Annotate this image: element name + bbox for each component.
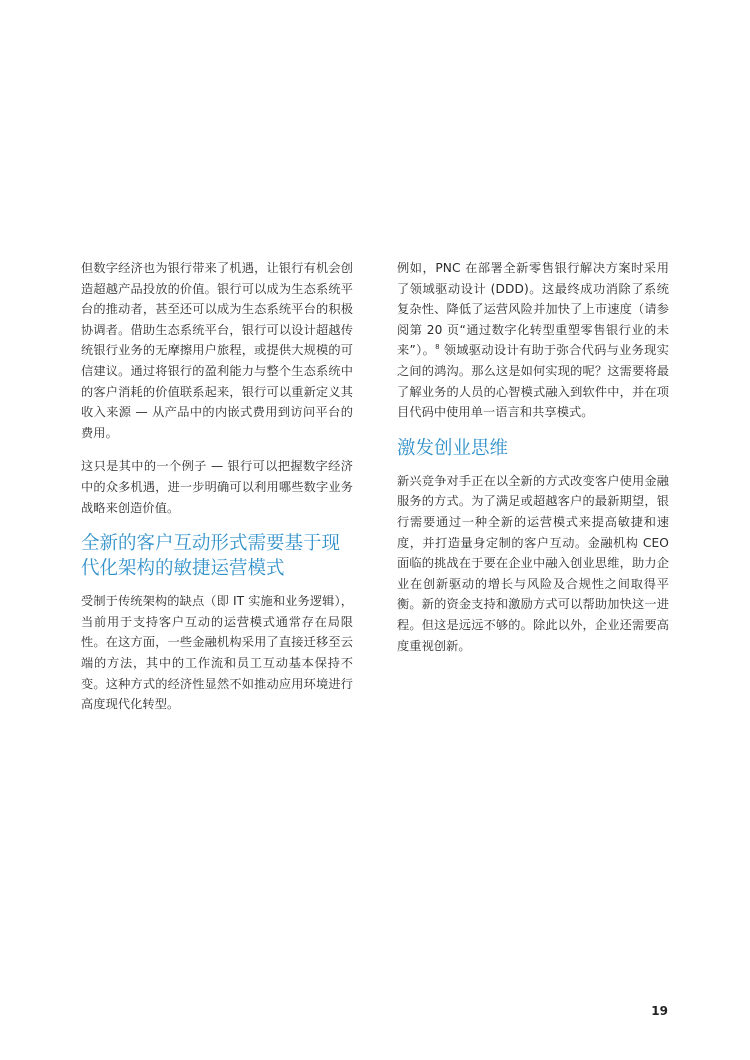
body-paragraph: 但数字经济也为银行带来了机遇，让银行有机会创造超越产品投放的价值。银行可以成为生态系统平台的推动者，甚至还可以成为生态系统平台的积极协调者。借助生态系统平台，银行可以设计超越传统银行业务的无摩擦用户旅程，或提供大规模的可信建议。通过将银行的盈利能力与整个生态系统中的客户消耗的价值联系起来，银行可以重新定义其收入来源 — 从产品中的内嵌式费用到访问平台的费用。 bbox=[81, 261, 353, 440]
section-heading: 激发创业思维 bbox=[397, 437, 509, 459]
left-column bbox=[81, 258, 353, 728]
right-column bbox=[397, 258, 669, 669]
section-heading: 全新的客户互动形式需要基于现代化架构的敏捷运营模式 bbox=[81, 533, 341, 580]
body-paragraph: 这只是其中的一个例子 — 银行可以把握数字经济中的众多机遇，进一步明确可以利用哪些数字业务战略来创造价值。 bbox=[81, 459, 353, 515]
footnote-reference: 8 bbox=[435, 343, 440, 352]
page-number: 19 bbox=[651, 1004, 668, 1018]
body-paragraph bbox=[397, 258, 669, 423]
body-paragraph: 新兴竞争对手正在以全新的方式改变客户使用金融服务的方式。为了满足或超越客户的最新期望，银行需要通过一种全新的运营模式来提高敏捷和速度，并打造量身定制的客户互动。金融机构 CEO 面临的挑战在于要在企业中融入创业思维，助力企业在创新驱动的增长与风险及合规性之间取得平衡。新的资金支持和激励方式可以帮助加快这一进程。但这是远远不够的。除此以外，企业还需要高度重视创新。 bbox=[397, 473, 669, 653]
body-text: 领域驱动设计有助于弥合代码与业务现实之间的鸿沟。那么这是如何实现的呢？这需要将最了解业务的人员的心智模式融入到软件中，并在项目代码中使用单一语言和共享模式。 bbox=[397, 343, 669, 420]
body-paragraph: 受制于传统架构的缺点（即 IT 实施和业务逻辑），当前用于支持客户互动的运营模式通常存在局限性。在这方面，一些金融机构采用了直接迁移至云端的方法，其中的工作流和员工互动基本保持不变。这种方式的经济性显然不如推动应用环境进行高度现代化转型。 bbox=[81, 594, 353, 712]
body-text: 例如，PNC 在部署全新零售银行解决方案时采用了领域驱动设计 (DDD)。这最终成功消除了系统复杂性、降低了运营风险并加快了上市速度（请参阅第 20 页“通过数字化转型重塑零售银行业的未来”）。 bbox=[397, 261, 669, 358]
